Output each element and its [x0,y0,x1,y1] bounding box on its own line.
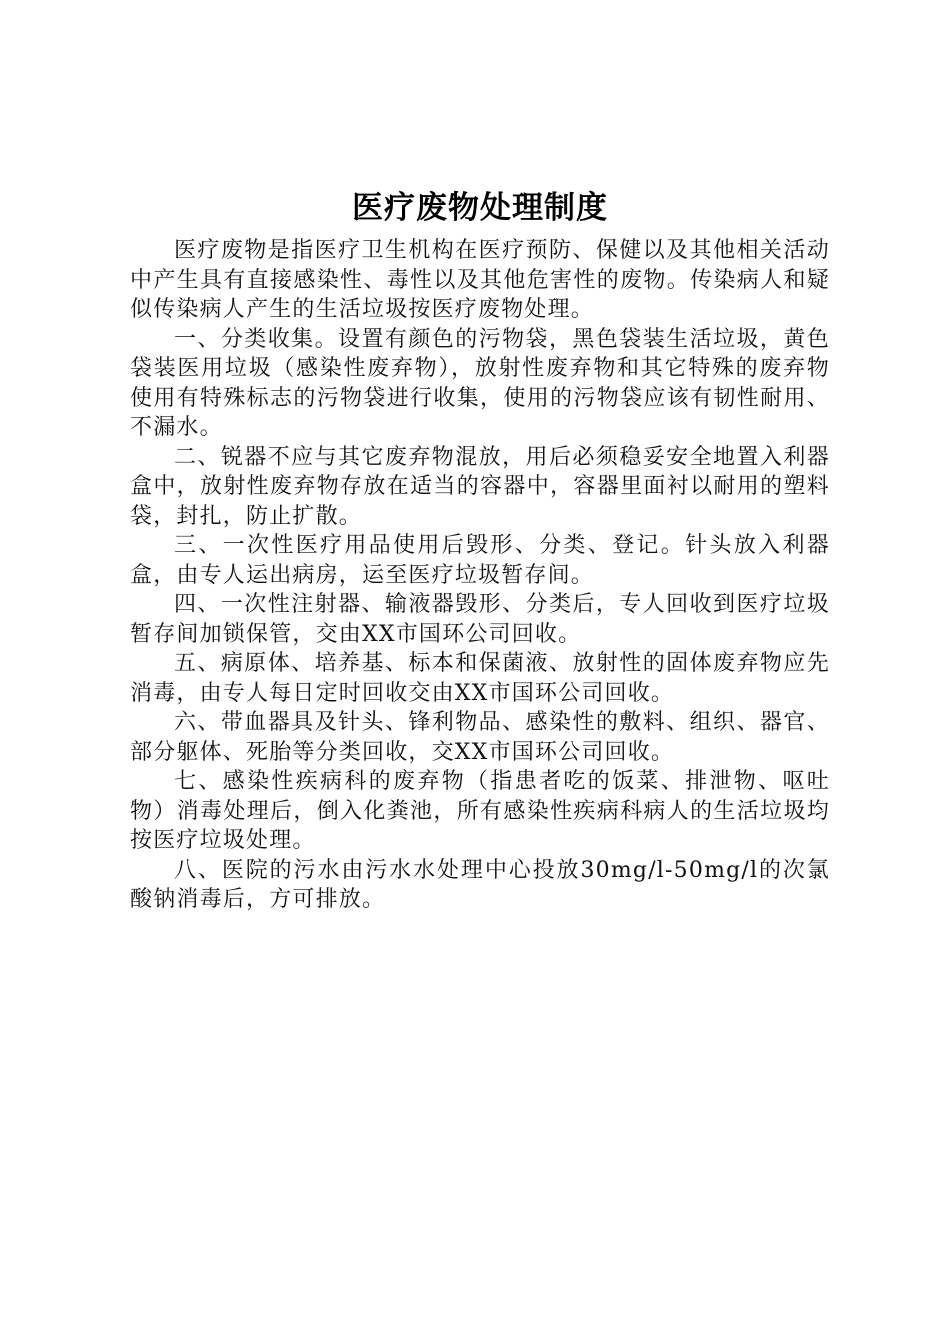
rule-paragraph-2: 二、锐器不应与其它废弃物混放，用后必须稳妥安全地置入利器盒中，放射性废弃物存放在适当的容器中，容器里面衬以耐用的塑料袋，封扎，防止扩散。 [130,444,830,529]
rule-paragraph-7: 七、感染性疾病科的废弃物（指患者吃的饭菜、排泄物、呕吐物）消毒处理后，倒入化粪池，所有感染性疾病科病人的生活垃圾均按医疗垃圾处理。 [130,769,830,853]
rule-paragraph-4: 四、一次性注射器、输液器毁形、分类后，专人回收到医疗垃圾暂存间加锁保管，交由XX市国环公司回收。 [130,592,830,647]
document-body [130,184,830,915]
rule-paragraph-3: 三、一次性医疗用品使用后毁形、分类、登记。针头放入利器盒，由专人运出病房，运至医疗垃圾暂存间。 [130,533,830,588]
rule-paragraph-1: 一、分类收集。设置有颜色的污物袋，黑色袋装生活垃圾，黄色袋装医用垃圾（感染性废弃物），放射性废弃物和其它特殊的废弃物使用有特殊标志的污物袋进行收集，使用的污物袋应该有韧性耐用、不漏水。 [130,326,830,440]
document-title: 医疗废物处理制度 [352,190,608,226]
rule-paragraph-8: 八、医院的污水由污水水处理中心投放30mg/l-50mg/l的次氯酸钠消毒后，方可排放。 [130,857,830,912]
rule-paragraph-5: 五、病原体、培养基、标本和保菌液、放射性的固体废弃物应先消毒，由专人每日定时回收交由XX市国环公司回收。 [130,651,830,706]
rule-paragraph-6: 六、带血器具及针头、锋利物品、感染性的敷料、组织、器官、部分躯体、死胎等分类回收，交XX市国环公司回收。 [130,710,830,765]
intro-paragraph: 医疗废物是指医疗卫生机构在医疗预防、保健以及其他相关活动中产生具有直接感染性、毒性以及其他危害性的废物。传染病人和疑似传染病人产生的生活垃圾按医疗废物处理。 [130,238,830,322]
